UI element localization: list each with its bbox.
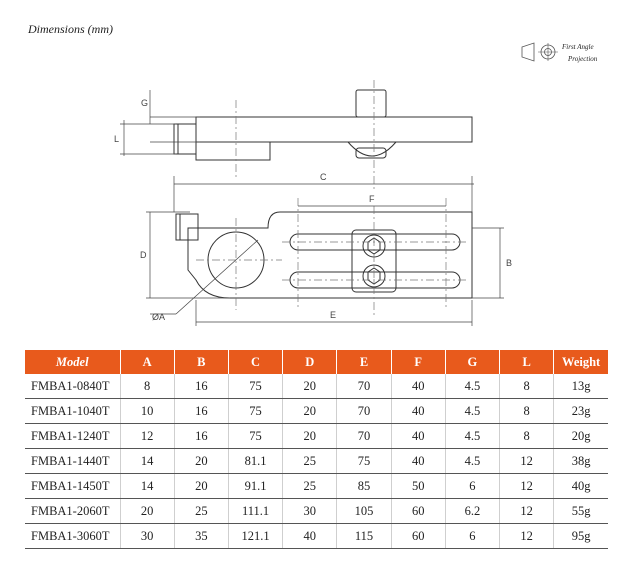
- cell-weight: 95g: [554, 524, 608, 549]
- cell-a: 10: [120, 399, 174, 424]
- cell-a: 14: [120, 474, 174, 499]
- cell-g: 6.2: [445, 499, 499, 524]
- cell-e: 70: [337, 424, 391, 449]
- cell-model: FMBA1-0840T: [25, 374, 120, 399]
- cell-weight: 55g: [554, 499, 608, 524]
- cell-l: 12: [500, 524, 554, 549]
- cell-f: 40: [391, 424, 445, 449]
- cell-c: 75: [228, 399, 282, 424]
- cell-a: 12: [120, 424, 174, 449]
- cell-c: 81.1: [228, 449, 282, 474]
- table-row: [25, 424, 608, 449]
- cell-g: 4.5: [445, 374, 499, 399]
- cell-f: 60: [391, 499, 445, 524]
- cell-model: FMBA1-1450T: [25, 474, 120, 499]
- cell-f: 40: [391, 374, 445, 399]
- cell-e: 85: [337, 474, 391, 499]
- header-c: C: [228, 350, 282, 374]
- header-d: D: [283, 350, 337, 374]
- cell-l: 12: [500, 499, 554, 524]
- dim-label-e: E: [330, 310, 337, 320]
- table-row: [25, 374, 608, 399]
- cell-l: 12: [500, 474, 554, 499]
- dim-label-b: B: [506, 258, 513, 268]
- side-view: [174, 90, 472, 160]
- technical-drawing: [0, 80, 639, 340]
- header-model: Model: [25, 350, 120, 374]
- table-row: [25, 499, 608, 524]
- cell-g: 6: [445, 474, 499, 499]
- cell-d: 20: [283, 399, 337, 424]
- table-row: [25, 399, 608, 424]
- cell-c: 91.1: [228, 474, 282, 499]
- cell-model: FMBA1-1440T: [25, 449, 120, 474]
- cell-g: 4.5: [445, 449, 499, 474]
- cell-e: 70: [337, 374, 391, 399]
- table-row: [25, 474, 608, 499]
- header-weight: Weight: [554, 350, 608, 374]
- dim-label-d: D: [140, 250, 147, 260]
- cell-b: 20: [174, 474, 228, 499]
- header-f: F: [391, 350, 445, 374]
- header-a: A: [120, 350, 174, 374]
- cell-b: 16: [174, 399, 228, 424]
- header-b: B: [174, 350, 228, 374]
- cell-weight: 13g: [554, 374, 608, 399]
- header-g: G: [445, 350, 499, 374]
- cell-e: 75: [337, 449, 391, 474]
- projection-line1: First Angle: [562, 43, 594, 51]
- cell-a: 20: [120, 499, 174, 524]
- cell-b: 35: [174, 524, 228, 549]
- cell-d: 20: [283, 424, 337, 449]
- dimensions-caption: Dimensions (mm): [28, 22, 113, 36]
- cell-c: 111.1: [228, 499, 282, 524]
- header-l: L: [500, 350, 554, 374]
- cell-a: 30: [120, 524, 174, 549]
- cell-l: 12: [500, 449, 554, 474]
- cell-e: 70: [337, 399, 391, 424]
- table-header-row: [25, 350, 608, 374]
- cell-d: 25: [283, 449, 337, 474]
- cell-g: 4.5: [445, 424, 499, 449]
- cell-f: 40: [391, 399, 445, 424]
- cell-c: 75: [228, 424, 282, 449]
- dim-label-g: G: [141, 98, 149, 108]
- cell-model: FMBA1-2060T: [25, 499, 120, 524]
- cell-l: 8: [500, 424, 554, 449]
- cell-model: FMBA1-1240T: [25, 424, 120, 449]
- cell-weight: 23g: [554, 399, 608, 424]
- cell-d: 20: [283, 374, 337, 399]
- cell-f: 50: [391, 474, 445, 499]
- table-row: [25, 449, 608, 474]
- cell-weight: 20g: [554, 424, 608, 449]
- dimensions-table: [25, 350, 608, 549]
- cell-b: 25: [174, 499, 228, 524]
- dim-label-l: L: [114, 134, 120, 144]
- cell-d: 25: [283, 474, 337, 499]
- cell-b: 20: [174, 449, 228, 474]
- cell-weight: 38g: [554, 449, 608, 474]
- projection-line2: Projection: [568, 55, 598, 63]
- cell-c: 75: [228, 374, 282, 399]
- cell-c: 121.1: [228, 524, 282, 549]
- cell-model: FMBA1-1040T: [25, 399, 120, 424]
- projection-label: [562, 41, 597, 65]
- cell-e: 105: [337, 499, 391, 524]
- dim-label-f: F: [369, 194, 375, 204]
- dim-label-c: C: [320, 172, 327, 182]
- header-e: E: [337, 350, 391, 374]
- table-row: [25, 524, 608, 549]
- dim-label-a: ØA: [152, 312, 166, 322]
- cell-b: 16: [174, 424, 228, 449]
- cell-g: 6: [445, 524, 499, 549]
- cell-l: 8: [500, 374, 554, 399]
- cell-a: 8: [120, 374, 174, 399]
- plan-view: [176, 212, 472, 298]
- cell-model: FMBA1-3060T: [25, 524, 120, 549]
- cell-f: 40: [391, 449, 445, 474]
- cell-a: 14: [120, 449, 174, 474]
- cell-d: 30: [283, 499, 337, 524]
- cell-l: 8: [500, 399, 554, 424]
- cell-f: 60: [391, 524, 445, 549]
- cell-weight: 40g: [554, 474, 608, 499]
- cell-b: 16: [174, 374, 228, 399]
- cell-e: 115: [337, 524, 391, 549]
- cell-d: 40: [283, 524, 337, 549]
- cell-g: 4.5: [445, 399, 499, 424]
